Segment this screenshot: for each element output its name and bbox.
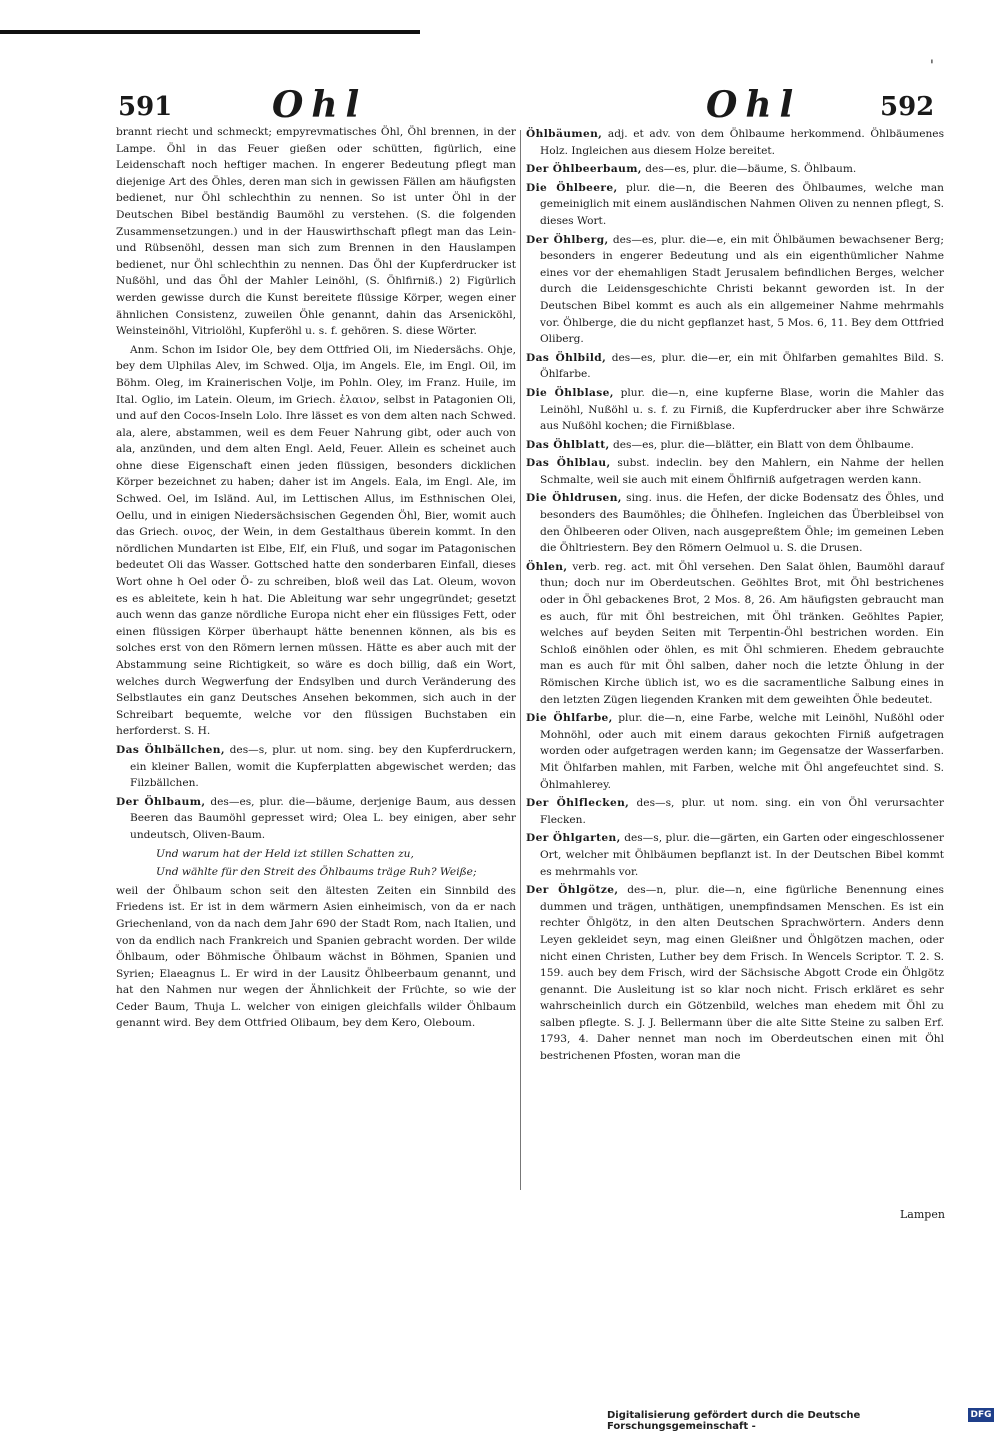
entry-text: Und wählte für den Streit des Öhlbaums träge Ruh? Weiße; — [156, 866, 477, 879]
entry-text: weil der Öhlbaum schon seit den ältesten Zeiten ein Sinnbild des Friedens ist. Er ist in dem wärmern Asien einheimisch, von da er nach Griechenland, von da nach dem Jahr 690 der Stadt Rom, nach Italien, und von da endlich nach Frankreich und Spanien gebracht worden. Der wilde Öhlbaum, oder Böhmische Öhlbaum wächst in Böhmen, Spanien und Syrien; Elaeagnus L. Er wird in der Lausitz Öhlbeerbaum genannt, und hat den Nahmen nur wegen der Ähnlichkeit der Früchte, so wie der Ceder Baum, Thuja L. welcher von einigen gleichfalls wilder Öhlbaum genannt wird. Bey dem Ottfried Olibaum, bey dem Kero, Oleboum. — [116, 884, 516, 1030]
right-column — [526, 126, 944, 1067]
entry-lemma: Der Öhlflecken, — [526, 797, 630, 810]
dictionary-entry — [526, 455, 944, 488]
dictionary-entry — [526, 161, 944, 178]
entry-lemma: Der Öhlgötze, — [526, 884, 619, 897]
entry-lemma: Das Öhlblau, — [526, 457, 611, 470]
entry-text: des—es, plur. die—e, ein mit Öhlbäumen bewachsener Berg; besonders in engerer Bedeutung und als ein eigenthümlicher Nahme eines vor der ehemahligen Stadt Jerusalem befindlichen Berges, welcher durch die Leidensgeschichte Christi bekannt geworden ist. In der Deutschen Bibel kommt es auch als ein allgemeiner Nahme mehrmahls vor. Öhlberge, die du nicht gepflanzet hast, 5 Mos. 6, 11. Bey dem Ottfried Oliberg. — [540, 233, 945, 346]
dictionary-entry — [526, 490, 944, 556]
entry-lemma: Der Öhlberg, — [526, 233, 609, 246]
dfg-logo: DFG — [968, 1408, 994, 1422]
paragraph — [116, 883, 516, 1032]
dictionary-entry — [526, 882, 944, 1065]
dictionary-entry — [526, 710, 944, 793]
entry-text: des—es, plur. die—bäume, S. Öhlbaum. — [641, 163, 857, 176]
entry-text: des—es, plur. die—blätter, ein Blatt von dem Öhlbaume. — [609, 438, 914, 451]
entry-lemma: Der Öhlgarten, — [526, 832, 621, 845]
entry-lemma: Der Öhlbeerbaum, — [526, 163, 642, 176]
entry-text: brannt riecht und schmeckt; empyrevmatisches Öhl, Öhl brennen, in der Lampe. Öhl in das Feuer gießen oder schütten, figürlich, eine Leidenschaft noch heftiger machen. In engerer Bedeutung pflegt man diejenige Art des Öhles, deren man sich in gewissen Fällen am häufigsten bedienet, nur Öhl schlechthin zu nennen. So ist unter Öhl in der Deutschen Bibel beständig Baumöhl zu verstehen. (S. die folgenden Zusammensetzungen.) und in der Hauswirthschaft pflegt man das Lein- und Rübsenöhl, dessen man sich zum Brennen in den Hauslampen bedienet, nur Öhl schlechthin zu nennen. Das Öhl der Kupferdrucker ist Nußöhl, und das Öhl der Mahler Leinöhl, (S. Öhlfirniß.) 2) Figürlich werden gewisse durch die Kunst bereitete flüssige Körper, wegen einer ähnlichen Consistenz, zuweilen Öhle genannt, dahin das Arsenicköhl, Weinsteinöhl, Vitriolöhl, Kupferöhl u. s. f. gehören. S. diese Wörter. — [116, 126, 516, 338]
entry-text: des—s, plur. ut nom. sing. ein von Öhl verursachter Flecken. — [540, 797, 944, 826]
entry-text: sing. inus. die Hefen, der dicke Bodensatz des Öhles, und besonders des Baumöhles; die Öhlhefen. Ingleichen das Überbleibsel von den Öhlbeeren oder Oliven, nach ausgepreßtem Öhle; im gemeinen Leben die Öhltriestern. Bey den Römern Oelmuol u. S. die Drusen. — [540, 492, 944, 555]
entry-text: des—s, plur. die—gärten, ein Garten oder eingeschlossener Ort, welcher mit Öhlbäumen bepflanzt ist. In der Deutschen Bibel kommt es mehrmahls vor. — [540, 832, 944, 878]
verse-line — [116, 846, 516, 863]
entry-text: plur. die—n, eine kupferne Blase, worin die Mahler das Leinöhl, Nußöhl u. s. f. zu Firniß, die Kupferdrucker aber ihre Schwärze aus Nußöhl kochen; die Firnißblase. — [540, 386, 945, 433]
top-edge-bar — [0, 30, 420, 34]
dictionary-entry — [526, 795, 944, 828]
entry-lemma: Die Öhlbeere, — [526, 181, 618, 194]
entry-lemma: Das Öhlblatt, — [526, 438, 610, 451]
entry-lemma: Öhlen, — [526, 560, 568, 573]
entry-text: Und warum hat der Held izt stillen Schatten zu, — [156, 847, 414, 860]
left-page-number: 591 — [118, 92, 173, 122]
dictionary-entry — [116, 742, 516, 792]
entry-lemma: Die Öhlfarbe, — [526, 712, 613, 725]
right-running-header: Ohl — [706, 84, 802, 126]
entry-text: plur. die—n, die Beeren des Öhlbaumes, welche man gemeiniglich mit einem ausländischen Nahmen Oliven zu nennen pflegt, S. dieses Wort. — [540, 181, 944, 227]
entry-lemma: Der Öhlbaum, — [116, 795, 206, 808]
dictionary-entry — [526, 180, 944, 230]
dictionary-entry — [526, 830, 944, 880]
funding-notice: Digitalisierung gefördert durch die Deutsche Forschungsgemeinschaft - — [607, 1410, 861, 1432]
paragraph — [116, 124, 516, 340]
verse-line — [116, 864, 516, 881]
entry-text: des—es, plur. die—er, ein mit Öhlfarben gemahltes Bild. S. Öhlfarbe. — [540, 351, 944, 381]
corner-mark: ' — [930, 58, 934, 74]
entry-lemma: Öhlbäumen, — [526, 128, 603, 140]
entry-text: des—es, plur. die—bäume, derjenige Baum, aus dessen Beeren das Baumöhl gepresset wird; Olea L. bey einigen, aber sehr undeutsch, Oliven-Baum. — [130, 795, 517, 841]
entry-lemma: Das Öhlbällchen, — [116, 743, 225, 756]
dictionary-entry — [526, 350, 944, 383]
dictionary-entry — [116, 794, 516, 844]
entry-text: adj. et adv. von dem Öhlbaume herkommend. Öhlbäumenes Holz. Ingleichen aus diesem Holze bereitet. — [540, 128, 944, 157]
left-running-header: Ohl — [272, 84, 368, 126]
entry-text: plur. die—n, eine Farbe, welche mit Leinöhl, Nußöhl oder Mohnöhl, oder auch mit einem daraus gekochten Firniß aufgetragen worden oder aufgetragen werden kann; im Gegensatze der Wasserfarben. Mit Öhlfarben mahlen, mit Farben, welche mit Öhl angefeuchtet sind. S. Öhlmahlerey. — [540, 712, 944, 791]
entry-text: subst. indeclin. bey den Mahlern, ein Nahme der hellen Schmalte, weil sie auch mit einem Öhlfirniß aufgetragen werden kann. — [540, 457, 944, 486]
entry-lemma: Die Öhlblase, — [526, 386, 614, 399]
dictionary-entry — [526, 559, 944, 708]
dictionary-entry — [526, 126, 944, 159]
entry-lemma: Die Öhldrusen, — [526, 492, 622, 505]
entry-text: Anm. Schon im Isidor Ole, bey dem Ottfried Oli, im Niedersächs. Ohje, bey dem Ulphilas Alev, im Schwed. Olja, im Angels. Ele, im Engl. Oil, im Böhm. Oleg, im Krainerischen Volje, im Pohln. Oley, im Franz. Huile, im Ital. Oglio, im Latein. Oleum, im Griech. ἐλαιον, selbst in Patagonien Oli, und auf den Cocos-Inseln Lolo. Ihre lässet es von dem alten nach Schwed. ala, alere, abstammen, weil es dem Feuer Nahrung gibt, oder auch von ala, anzünden, und dem alten Engl. Aeld, Feuer. Allein es scheinet auch ohne diese Eigenschaft einen jeden flüssigen, besonders dicklichen Körper bezeichnet zu haben; daher ist im Angels. Eala, im Engl. Ale, im Schwed. Oel, im Isländ. Aul, im Lettischen Allus, im Esthnischen Olei, Oellu, und in einigen Niedersächsischen Gegenden Öhl, Bier, womit auch das Griech. οινος, der Wein, in dem Gestalthaus überein kommt. In den nördlichen Mundarten ist Elbe, Elf, ein Fluß, und sogar im Patagonischen bedeutet Oli das Wasser. Gottsched hatte den sonderbaren Einfall, dieses Wort ohne h Oel oder Ö- zu schreiben, bloß weil das Lat. Oleum, wovon es es ableitete, kein h hat. Die Ableitung war sehr ungegründet; gesetzt auch wenn das ganze nördliche Europa nicht eher ein flüssiges Fett, oder einen flüssigen Körper überhaupt hätte benennen können, als bis es solches erst von den Römern lernen müssen. Hätte es aber auch mit der Abstammung seine Richtigkeit, so wäre es doch billig, daß ein Wort, welches durch Wegwerfung der Endsylben und durch Veränderung des Selbstlautes ein ganz Deutsches Ansehen bekommen, sich auch in der Schreibart bequemte, welche vor den flüssigen Buchstaben ein herforderst. S. H. — [116, 343, 516, 738]
right-page-number: 592 — [880, 92, 935, 122]
entry-text: des—n, plur. die—n, eine figürliche Benennung eines dummen und trägen, unthätigen, unempfindsamen Menschen. Es ist ein rechter Öhlgötz, in den alten Deutschen Sprachwörtern. Anders denn Leyen gekleidet seyn, mag einen Gleißner und Öhlgötzen machen, oder nicht einen Christen, Luther bey dem Frisch. In Wencels Scriptor. T. 2. S. 159. auch bey dem Frisch, wird der Sächsische Abgott Crode ein Öhlgötz genannt. Die Ausleitung ist so klar noch nicht. Frisch erkläret es sehr wahrscheinlich durch ein Götzenbild, welches man ehedem mit Öhl zu salben pflegte. S. J. J. Bellermann über die alte Sitte Steine zu salben Erf. 1793, 4. Daher nennet man noch im Oberdeutschen einen mit Öhl bestrichenen Pfosten, woran man die — [540, 884, 944, 1063]
entry-text: verb. reg. act. mit Öhl versehen. Den Salat öhlen, Baumöhl darauf thun; doch nur im Oberdeutschen. Geöhltes Brot, mit Öhl bestrichenes oder in Öhl gebackenes Brot, 2 Mos. 8, 26. Am häufigsten gebraucht man es auch, für mit Öhl bestreichen, mit Öhl tränken. Geöhltes Papier, welches auf beyden Seiten mit Terpentin-Öhl bestrichen worden. Ein Schloß einöhlen oder öhlen, es mit Öhl schmieren. Ehedem gebrauchte man es auch für mit Öhl salben, daher noch die letzte Öhlung in der Römischen Kirche üblich ist, wo es die sacramentliche Salbung eines in den letzten Zügen liegenden Kranken mit dem geweihten Öhle bedeutet. — [540, 560, 944, 706]
entry-lemma: Das Öhlbild, — [526, 351, 607, 364]
left-column — [116, 124, 516, 1034]
dictionary-entry — [526, 232, 944, 348]
paragraph — [116, 342, 516, 740]
column-separator — [520, 130, 521, 1190]
custode-word: Lampen — [900, 1208, 945, 1221]
dictionary-entry — [526, 385, 944, 435]
dictionary-entry — [526, 437, 944, 454]
entry-text: des—s, plur. ut nom. sing. bey den Kupferdruckern, ein kleiner Ballen, womit die Kupferplatten abgewischet werden; das Filzbällchen. — [130, 743, 516, 790]
